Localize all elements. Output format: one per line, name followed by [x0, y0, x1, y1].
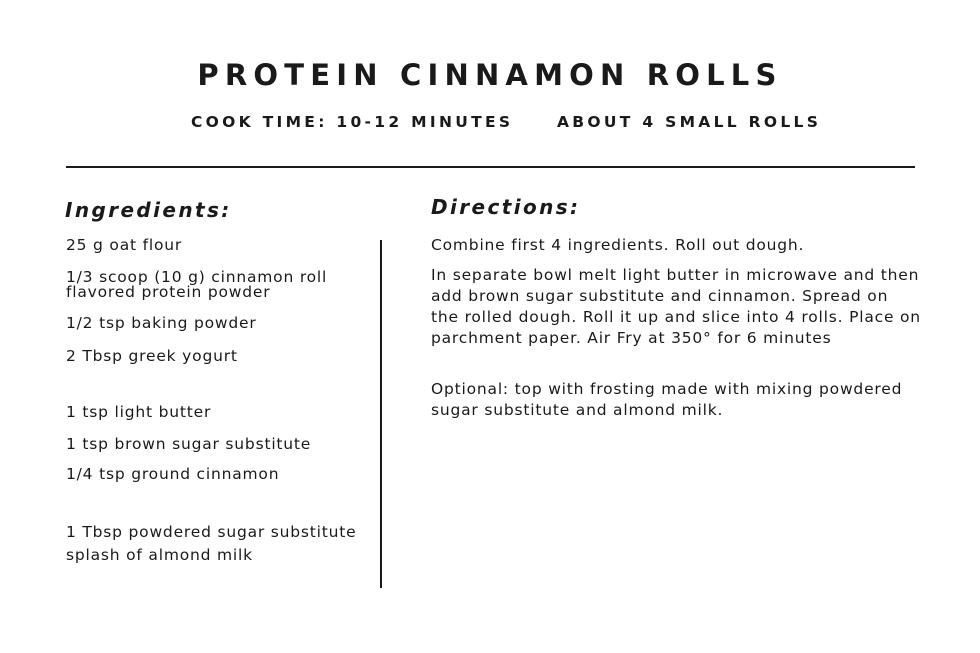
direction-step: Combine first 4 ingredients. Roll out dough. — [431, 236, 805, 254]
recipe-yield: ABOUT 4 SMALL ROLLS — [557, 113, 822, 131]
ingredient-item: 1 Tbsp powdered sugar substitute — [66, 523, 357, 541]
column-divider — [380, 240, 382, 588]
ingredient-item: 2 Tbsp greek yogurt — [66, 347, 238, 365]
header-divider — [66, 166, 915, 168]
ingredient-item: 1/2 tsp baking powder — [66, 314, 257, 332]
ingredients-heading: Ingredients: — [65, 198, 232, 222]
ingredient-item: 1/3 scoop (10 g) cinnamon roll flavored protein powder — [66, 268, 328, 301]
ingredient-item: 1/4 tsp ground cinnamon — [66, 465, 280, 483]
direction-step: Optional: top with frosting made with mixing powdered sugar substitute and almond milk. — [431, 380, 903, 419]
cook-time: COOK TIME: 10-12 MINUTES — [191, 113, 514, 131]
ingredient-item: 1 tsp brown sugar substitute — [66, 435, 312, 453]
ingredient-item: 1 tsp light butter — [66, 403, 212, 421]
ingredient-item: splash of almond milk — [66, 546, 253, 564]
directions-heading: Directions: — [431, 195, 581, 219]
direction-step: In separate bowl melt light butter in microwave and then add brown sugar substitute and cinnamon. Spread on the rolled dough. Roll it up and slice into 4 rolls. Place on parchment paper. Air Fry at 350° for 6 minutes — [431, 266, 921, 347]
ingredient-item: 25 g oat flour — [66, 236, 183, 254]
recipe-title: PROTEIN CINNAMON ROLLS — [197, 58, 783, 92]
